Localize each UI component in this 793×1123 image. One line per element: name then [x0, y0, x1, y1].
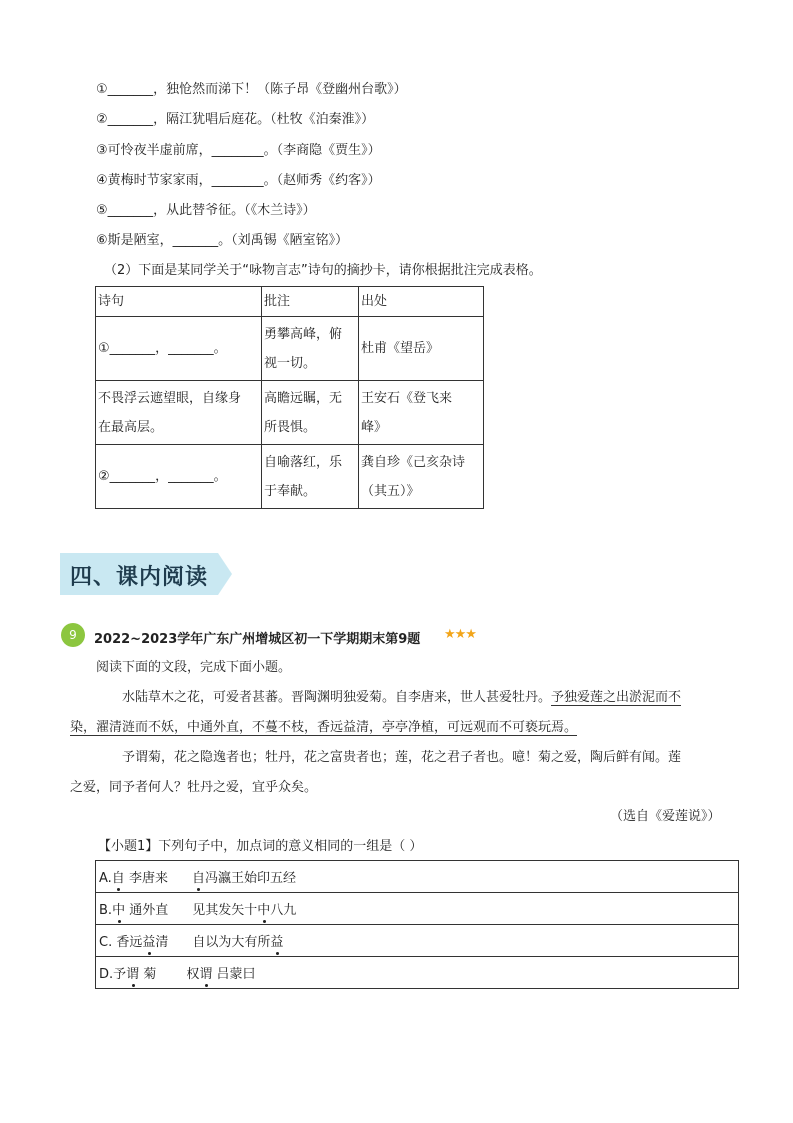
- option-text: 通外直: [125, 903, 169, 918]
- poem-card-table: [95, 286, 484, 509]
- option-text: 八九: [270, 903, 297, 918]
- dotted-word: 谓: [126, 963, 139, 982]
- sub-question: 【小题1】下列句子中，加点词的意义相同的一组是（ ）: [98, 839, 423, 854]
- option-label: D.: [99, 967, 114, 982]
- poem-fill-line-2: ②_______，隔江犹唱后庭花。（杜牧《泊秦淮》）: [96, 112, 375, 127]
- passage-text: 之爱，同予者何人？牡丹之爱，宜乎众矣。: [70, 780, 318, 795]
- option-text: 香远: [112, 935, 143, 950]
- passage-text: 水陆草木之花，可爱者甚蕃。晋陶渊明独爱菊。自李唐来，世人甚爱牡丹。: [122, 690, 552, 705]
- poem-fill-line-6: ⑥斯是陋室，_______。（刘禹锡《陋室铭》）: [96, 233, 349, 248]
- options-table: [95, 860, 739, 989]
- note-line-2: 于奉献。: [264, 483, 317, 499]
- option-text: 李唐来: [124, 871, 168, 886]
- dotted-word: 自: [192, 867, 205, 886]
- section-header-arrow: [218, 553, 232, 595]
- dotted-word: 益: [142, 931, 155, 950]
- source-line-1: 杜甫《望岳》: [361, 341, 440, 356]
- poem-fill-line-3: ③可怜夜半虚前席，________。（李商隐《贾生》）: [96, 143, 381, 158]
- dotted-word: 中: [257, 899, 270, 918]
- poem-fill-line-1: ①_______，独怆然而涕下！（陈子昂《登幽州台歌》）: [96, 82, 407, 97]
- table-row: [96, 445, 484, 509]
- question-number-badge: 9: [61, 623, 85, 647]
- option-text: 见其发矢十: [192, 903, 258, 918]
- option-label: B.: [99, 903, 113, 918]
- card-intro: （2）下面是某同学关于“咏物言志”诗句的摘抄卡，请你根据批注完成表格。: [104, 263, 542, 278]
- table-header-row: [96, 287, 484, 317]
- option-text: 冯瀛王始印五经: [204, 871, 296, 886]
- dotted-word: 谓: [199, 963, 212, 982]
- note-line-2: 视一切。: [264, 355, 317, 371]
- dotted-word: 自: [112, 867, 125, 886]
- passage-paragraph-2: [70, 743, 728, 803]
- note-line-2: 所畏惧。: [264, 419, 317, 435]
- poem-fill-line-4: ④黄梅时节家家雨，________。（赵师秀《约客》）: [96, 173, 381, 188]
- source-line-1: 龚自珍《己亥杂诗: [361, 454, 466, 470]
- option-b[interactable]: [96, 893, 739, 925]
- option-d[interactable]: [96, 957, 739, 989]
- underlined-sentence: 予独爱莲之出淤泥而不: [551, 690, 682, 705]
- table-row: [96, 381, 484, 445]
- cell-line: [96, 317, 262, 381]
- option-text: 自以为大有所: [192, 935, 271, 950]
- difficulty-stars: ★★★: [444, 627, 476, 642]
- underlined-sentence: 染，濯清涟而不妖，中通外直，不蔓不枝，香远益清，亭亭净植，可远观而不可亵玩焉。: [70, 720, 578, 735]
- header-cell-source: 出处: [359, 287, 484, 317]
- dotted-word: 益: [270, 931, 283, 950]
- cell-line: [96, 445, 262, 509]
- source-line-2: （其五）》: [361, 483, 420, 499]
- option-text: 权: [186, 967, 200, 982]
- section-header: [60, 553, 232, 595]
- cell-line: [96, 381, 262, 445]
- cell-note: [262, 445, 359, 509]
- option-a[interactable]: [96, 861, 739, 893]
- section-title: 四、课内阅读: [70, 565, 209, 590]
- option-label: A.: [99, 871, 112, 886]
- dotted-word: 中: [112, 899, 125, 918]
- cell-source: [359, 445, 484, 509]
- source-line-2: 峰》: [361, 419, 388, 435]
- cell-note: [262, 381, 359, 445]
- note-line-1: 自喻落红，乐: [264, 454, 343, 470]
- header-cell-line: 诗句: [96, 287, 262, 317]
- option-text: 清: [155, 935, 169, 950]
- passage-text: 予谓菊，花之隐逸者也；牡丹，花之富贵者也；莲，花之君子者也。噫！菊之爱，陶后鲜有闻。莲: [122, 750, 682, 765]
- table-row: [96, 317, 484, 381]
- option-text: 菊: [139, 967, 157, 982]
- note-line-1: 高瞻远瞩，无: [264, 390, 343, 406]
- cell-line-text: ①_______，_______。: [98, 341, 227, 356]
- poem-fill-line-5: ⑤_______，从此替爷征。（《木兰诗》）: [96, 203, 316, 218]
- cell-source: [359, 317, 484, 381]
- line-text-1: 不畏浮云遮望眼，自缘身: [98, 390, 242, 406]
- option-text: 予: [113, 967, 127, 982]
- instruction: 阅读下面的文段，完成下面小题。: [96, 660, 292, 675]
- note-line-1: 勇攀高峰，俯: [264, 326, 343, 342]
- question-title: 2022~2023学年广东广州增城区初一下学期期末第9题: [94, 632, 421, 647]
- option-c[interactable]: [96, 925, 739, 957]
- cell-line-text: ②_______，_______。: [98, 469, 227, 484]
- header-cell-note: 批注: [262, 287, 359, 317]
- passage-source: （选自《爱莲说》）: [610, 809, 721, 824]
- line-text-2: 在最高层。: [98, 419, 164, 435]
- option-text: 吕蒙曰: [212, 967, 256, 982]
- passage-paragraph-1: [70, 683, 728, 743]
- option-label: C.: [99, 935, 113, 950]
- source-line-1: 王安石《登飞来: [361, 390, 453, 406]
- cell-source: [359, 381, 484, 445]
- cell-note: [262, 317, 359, 381]
